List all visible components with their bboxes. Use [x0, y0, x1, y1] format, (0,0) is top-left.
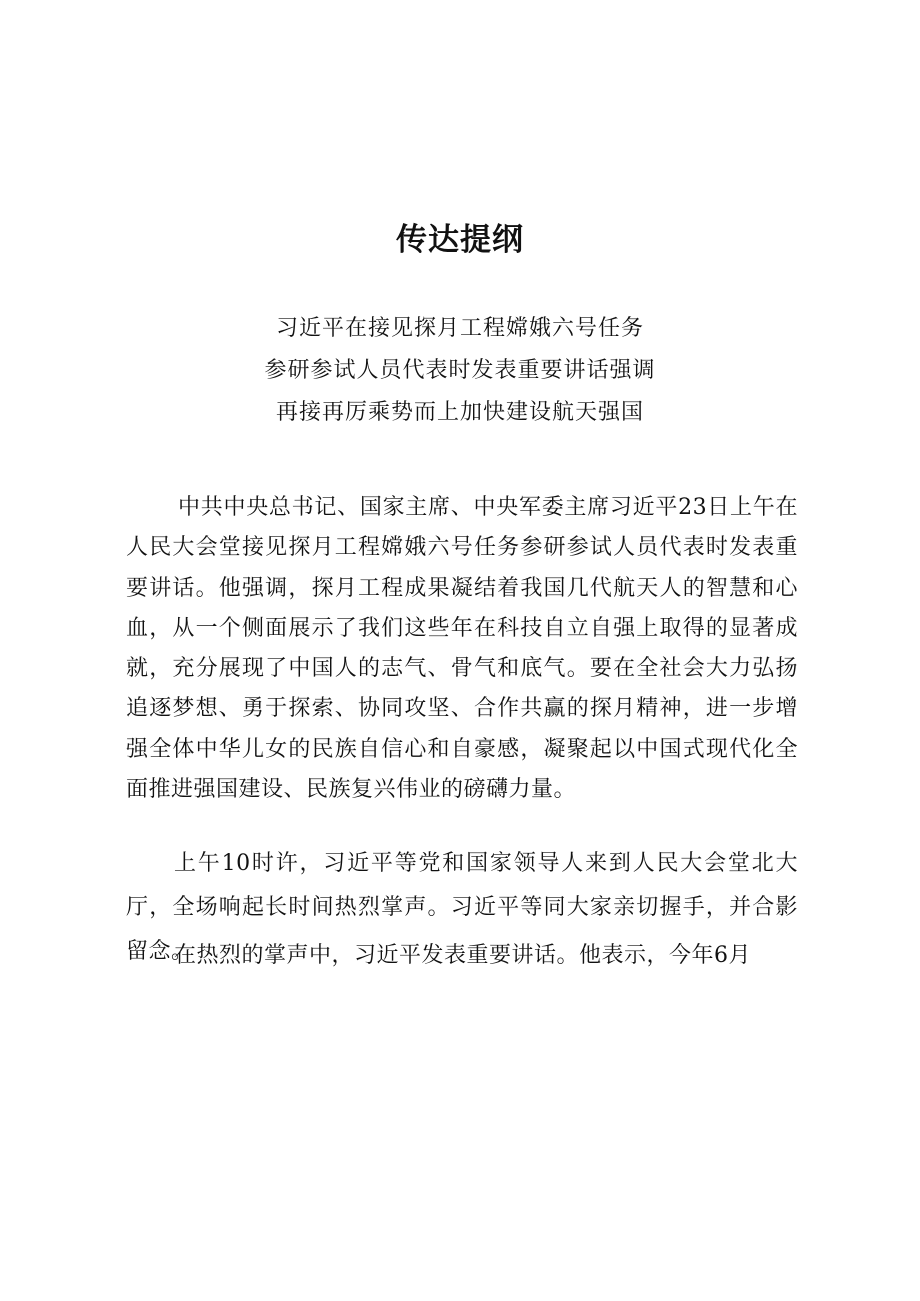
- headline-line-3: 再接再厉乘势而上加快建设航天强国: [275, 400, 644, 425]
- headline-line-1: 习近平在接见探月工程嫦娥六号任务: [275, 316, 644, 341]
- body-paragraph-1: 中共中央总书记、国家主席、中央军委主席习近平23日上午在人民大会堂接见探月工程嫦娥六号任务参研参试人员代表时发表重要讲话。他强调，探月工程成果凝结着我国几代航天人的智慧和心血，从一个侧面展示了我们这些年在科技自立自强上取得的显著成就，充分展现了中国人的志气、骨气和底气。要在全社会大力弘扬追逐梦想、勇于探索、协同攻坚、合作共赢的探月精神，进一步增强全体中华儿女的民族自信心和自豪感，凝聚起以中国式现代化全面推进强国建设、民族复兴伟业的磅礴力量。: [126, 495, 798, 803]
- body-paragraph-3: 在热烈的掌声中，习近平发表重要讲话。他表示，今年6月: [174, 943, 751, 968]
- document-title: 传达提纲: [396, 222, 524, 258]
- body-paragraph-2: 上午10时许，习近平等党和国家领导人来到人民大会堂北大厅，全场响起长时间热烈掌声。习近平等同大家亲切握手，并合影留念。: [126, 851, 798, 964]
- headline-line-2: 参研参试人员代表时发表重要讲话强调: [264, 358, 656, 383]
